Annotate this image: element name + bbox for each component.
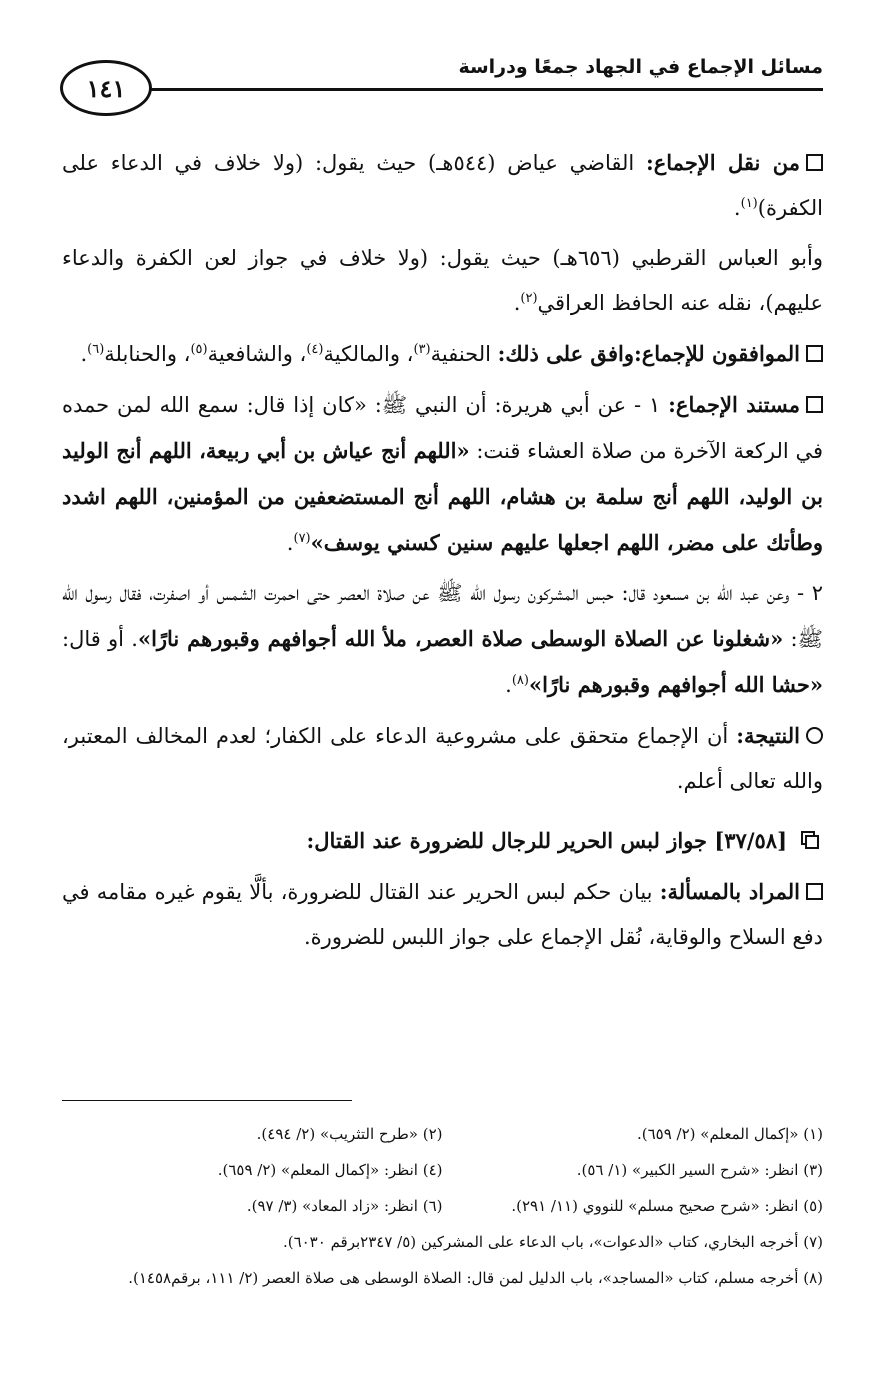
footnote-separator: [62, 1100, 352, 1101]
paragraph-sublabel: وافق على ذلك:: [497, 341, 634, 366]
header-rule: [142, 88, 823, 91]
circle-bullet-icon: [806, 727, 823, 744]
footnotes: [62, 1116, 823, 1296]
book-title: مسائل الإجماع في الجهاد جمعًا ودراسة: [458, 56, 823, 78]
school-maliki: ، والمالكية: [323, 342, 414, 366]
paragraph-text: . أو قال:: [62, 627, 138, 651]
paragraph-agreeing-schools: [62, 331, 823, 377]
paragraph-end: .: [733, 196, 741, 220]
footnote-6: (٦) انظر: «زاد المعاد» (٣/ ٩٧).: [246, 1197, 443, 1215]
footnote-ref[interactable]: (٧): [293, 531, 311, 546]
paragraph-end: .: [80, 342, 88, 366]
footnote-row: [62, 1116, 823, 1152]
footnote-4: (٤) انظر: «إكمال المعلم» (٢/ ٦٥٩).: [217, 1161, 443, 1179]
school-hanbali: ، والحنابلة: [104, 342, 191, 366]
square-bullet-icon: [806, 345, 823, 362]
paragraph-end: .: [513, 291, 521, 315]
section-title: [٣٧/٥٨] جواز لبس الحرير للرجال للضرورة عند القتال:: [306, 828, 787, 853]
footnote-8: (٨) أخرجه مسلم، كتاب «المساجد»، باب الدليل لمن قال: الصلاة الوسطى هى صلاة العصر (٢/ ١١١، برقم١٤٥٨).: [128, 1269, 823, 1287]
paragraph-text: بيان حكم لبس الحرير عند القتال للضرورة، بألَّا يقوم غيره مقامه في دفع السلاح والوقاية، نُقل الإجماع على جواز اللبس للضرورة.: [62, 880, 823, 949]
hadith-quote: «شغلونا عن الصلاة الوسطى صلاة العصر، ملأ الله أجوافهم وقبورهم نارًا»: [137, 626, 784, 651]
paragraph-label: الموافقون للإجماع:: [633, 341, 800, 366]
paragraph-result: [62, 713, 823, 804]
footnote-ref[interactable]: (٢): [520, 291, 538, 306]
school-shafii: ، والشافعية: [207, 342, 307, 366]
section-heading: [62, 818, 823, 863]
footnote-7: (٧) أخرجه البخاري، كتاب «الدعوات»، باب الدعاء على المشركين (٥/ ٢٣٤٧برقم ٦٠٣٠).: [282, 1233, 823, 1251]
paragraph-qurtubi: [62, 236, 823, 326]
paragraph-text: القاضي عياض (٥٤٤هـ) حيث يقول: (ولا خلاف في الدعاء على الكفرة): [62, 151, 823, 220]
paragraph-ijma-transmitters: [62, 140, 823, 231]
footnote-ref[interactable]: (٥): [190, 342, 208, 357]
paragraph-text: ٢ - وعن عبد الله بن مسعود قال: حبس المشركون رسول الله ﷺ عن صلاة العصر حتى احمرت الشمس أو اصفرت، فقال رسول الله ﷺ:: [62, 581, 823, 651]
paragraph-text: وأبو العباس القرطبي (٦٥٦هـ) حيث يقول: (ولا خلاف في جواز لعن الكفرة والدعاء عليهم)، نقله عنه الحافظ العراقي: [62, 246, 823, 315]
footnote-ref[interactable]: (٨): [511, 673, 529, 688]
page-header: [60, 48, 823, 118]
footnote-ref[interactable]: (٣): [413, 342, 431, 357]
footnote-ref[interactable]: (٤): [306, 342, 324, 357]
footnote-5: (٥) انظر: «شرح صحيح مسلم» للنووي (١١/ ٢٩١).: [511, 1197, 823, 1215]
paragraph-text: ١ - عن أبي هريرة: أن النبي ﷺ: «كان إذا قال: سمع الله لمن حمده في الركعة الآخرة من صلاة العشاء قنت:: [62, 393, 823, 463]
footnote-ref[interactable]: (٦): [87, 342, 105, 357]
square-bullet-icon: [806, 396, 823, 413]
paragraph-label: النتيجة:: [736, 723, 800, 748]
paragraph-label: مستند الإجماع:: [668, 392, 800, 417]
footnote-ref[interactable]: (١): [740, 196, 758, 211]
page-body: [62, 140, 823, 965]
page-number: ١٤١: [60, 60, 152, 116]
footnote-row: [62, 1152, 823, 1188]
footnote-row: [62, 1188, 823, 1224]
footnote-3: (٣) انظر: «شرح السير الكبير» (١/ ٥٦).: [576, 1161, 823, 1179]
square-bullet-icon: [806, 883, 823, 900]
footnote-1: (١) «إكمال المعلم» (٢/ ٦٥٩).: [636, 1125, 823, 1143]
paragraph-text: أن الإجماع متحقق على مشروعية الدعاء على الكفار؛ لعدم المخالف المعتبر، والله تعالى أعلم.: [62, 724, 823, 793]
paragraph-end: .: [505, 673, 512, 697]
copy-icon: [801, 831, 823, 851]
square-bullet-icon: [806, 154, 823, 171]
paragraph-label: المراد بالمسألة:: [659, 879, 801, 904]
paragraph-end: .: [286, 531, 294, 555]
paragraph-issue-meaning: [62, 869, 823, 960]
hadith-quote: «حشا الله أجوافهم وقبورهم نارًا»: [528, 672, 823, 697]
school-hanafi: الحنفية: [430, 342, 498, 366]
paragraph-evidence-2: [62, 571, 823, 708]
footnote-2: (٢) «طرح التثريب» (٢/ ٤٩٤).: [256, 1125, 443, 1143]
hadith-quote: «اللهم أنج عياش بن أبي ربيعة، اللهم أنج الوليد بن الوليد، اللهم أنج سلمة بن هشام، اللهم أنج المستضعفين من المؤمنين، اللهم اشدد وطأتك على مضر، اللهم اجعلها عليهم سنين كسني يوسف»: [62, 438, 823, 555]
paragraph-label: من نقل الإجماع:: [646, 150, 800, 175]
paragraph-evidence-1: [62, 382, 823, 566]
